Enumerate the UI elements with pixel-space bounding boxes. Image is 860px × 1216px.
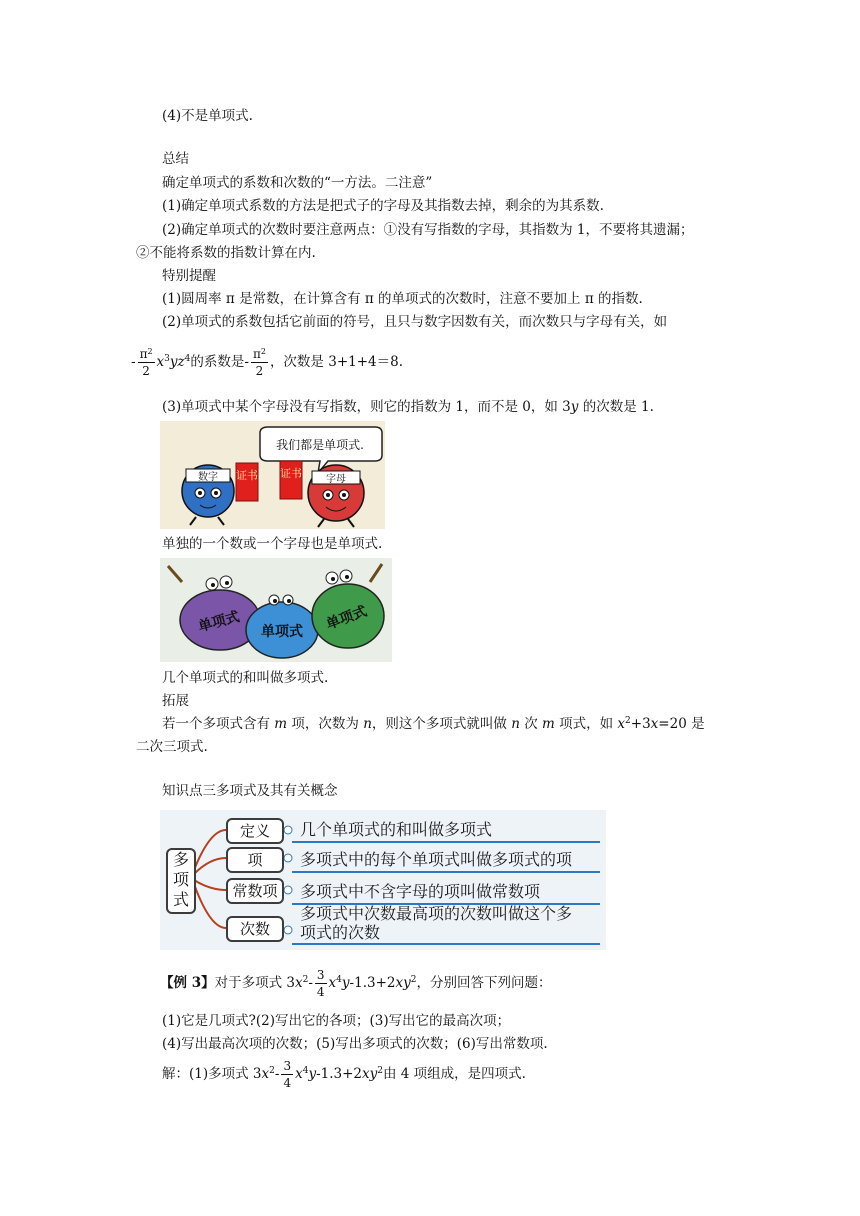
summary-item-2b: ②不能将系数的指数计算在内.	[136, 245, 316, 261]
reminder-item-3: (3)单项式中某个字母没有写指数，则它的指数为 1，而不是 0，如 3y 的次数是 1.	[162, 399, 654, 415]
svg-text:证书: 证书	[280, 467, 302, 480]
mindmap-node-constant: 常数项	[226, 878, 284, 904]
reminder-item-1: (1)圆周率 π 是常数，在计算含有 π 的单项式的次数时，注意不要加上 π 的指数.	[162, 291, 643, 307]
polynomial-mindmap	[160, 810, 606, 950]
speech-text: 我们都是单项式.	[276, 438, 364, 452]
mindmap-node-degree: 次数	[226, 916, 284, 942]
svg-text:单项式: 单项式	[261, 624, 303, 640]
mindmap-text-degree-line2: 项式的次数	[300, 923, 381, 942]
expand-title: 拓展	[162, 693, 189, 709]
question-line-2: (4)写出最高次项的次数；(5)写出多项式的次数；(6)写出常数项.	[162, 1036, 548, 1052]
reminder-title: 特别提醒	[162, 268, 216, 284]
mindmap-node-term: 项	[226, 847, 284, 873]
kp3-title: 知识点三多项式及其有关概念	[162, 783, 338, 799]
expand-text-line2: 二次三项式.	[136, 739, 208, 755]
monomial-cartoon-figure	[160, 421, 385, 529]
mindmap-text-term: 多项式中的每个单项式叫做多项式的项	[300, 850, 573, 869]
caption-2: 几个单项式的和叫做多项式.	[162, 670, 329, 686]
question-line-1: (1)它是几项式?(2)写出它的各项；(3)写出它的最高次项；	[162, 1013, 511, 1029]
svg-text:单项式: 单项式	[324, 603, 370, 633]
three-monomials-figure	[160, 558, 392, 662]
summary-title: 总结	[162, 151, 189, 167]
summary-item-2a: (2)确定单项式的次数时要注意两点：①没有写指数的字母，其指数为 1，不要将其遗漏；	[162, 222, 694, 238]
mindmap-text-constant: 多项式中不含字母的项叫做常数项	[300, 882, 541, 901]
mindmap-node-definition: 定义	[226, 818, 284, 844]
svg-text:单项式: 单项式	[196, 608, 242, 636]
caption-1: 单独的一个数或一个字母也是单项式.	[162, 536, 383, 552]
svg-text:证书: 证书	[236, 469, 258, 482]
example3-statement: 【例 3】对于多项式 $3x^2-$ $\frac{3}{4}$ $x^4y-1.3+2xy^2$，分别回答下列问题：	[160, 968, 552, 999]
solution-line-1: 解：(1)多项式 $3x^2-$ $\frac{3}{4}$ $x^4y-1.3+2xy^2$由 4 项组成，是四项式.	[162, 1059, 526, 1090]
reminder-formula: - $\frac{\pi^2}{2}$ $x^3yz^4$的系数是- $\frac{\pi^2}{2}$ ，次数是 3+1+4＝8.	[131, 347, 403, 378]
svg-text:字母: 字母	[326, 474, 346, 485]
svg-text:数字: 数字	[198, 472, 218, 483]
summary-item-1: (1)确定单项式系数的方法是把式子的字母及其指数去掉，剩余的为其系数.	[162, 198, 604, 214]
summary-lead: 确定单项式的系数和次数的“一方法。二注意”	[162, 175, 433, 191]
mindmap-root: 多项式	[166, 848, 196, 914]
reminder-item-2: (2)单项式的系数包括它前面的符号，且只与数字因数有关，而次数只与字母有关，如	[162, 314, 668, 330]
part4-text: (4)不是单项式.	[162, 108, 253, 124]
mindmap-text-degree-line1: 多项式中次数最高项的次数叫做这个多	[300, 904, 573, 923]
expand-text-line1: 若一个多项式含有 m 项，次数为 n，则这个多项式就叫做 n 次 m 项式，如 $x^2+3x=20$ 是	[162, 716, 705, 732]
mindmap-text-definition: 几个单项式的和叫做多项式	[300, 820, 493, 839]
